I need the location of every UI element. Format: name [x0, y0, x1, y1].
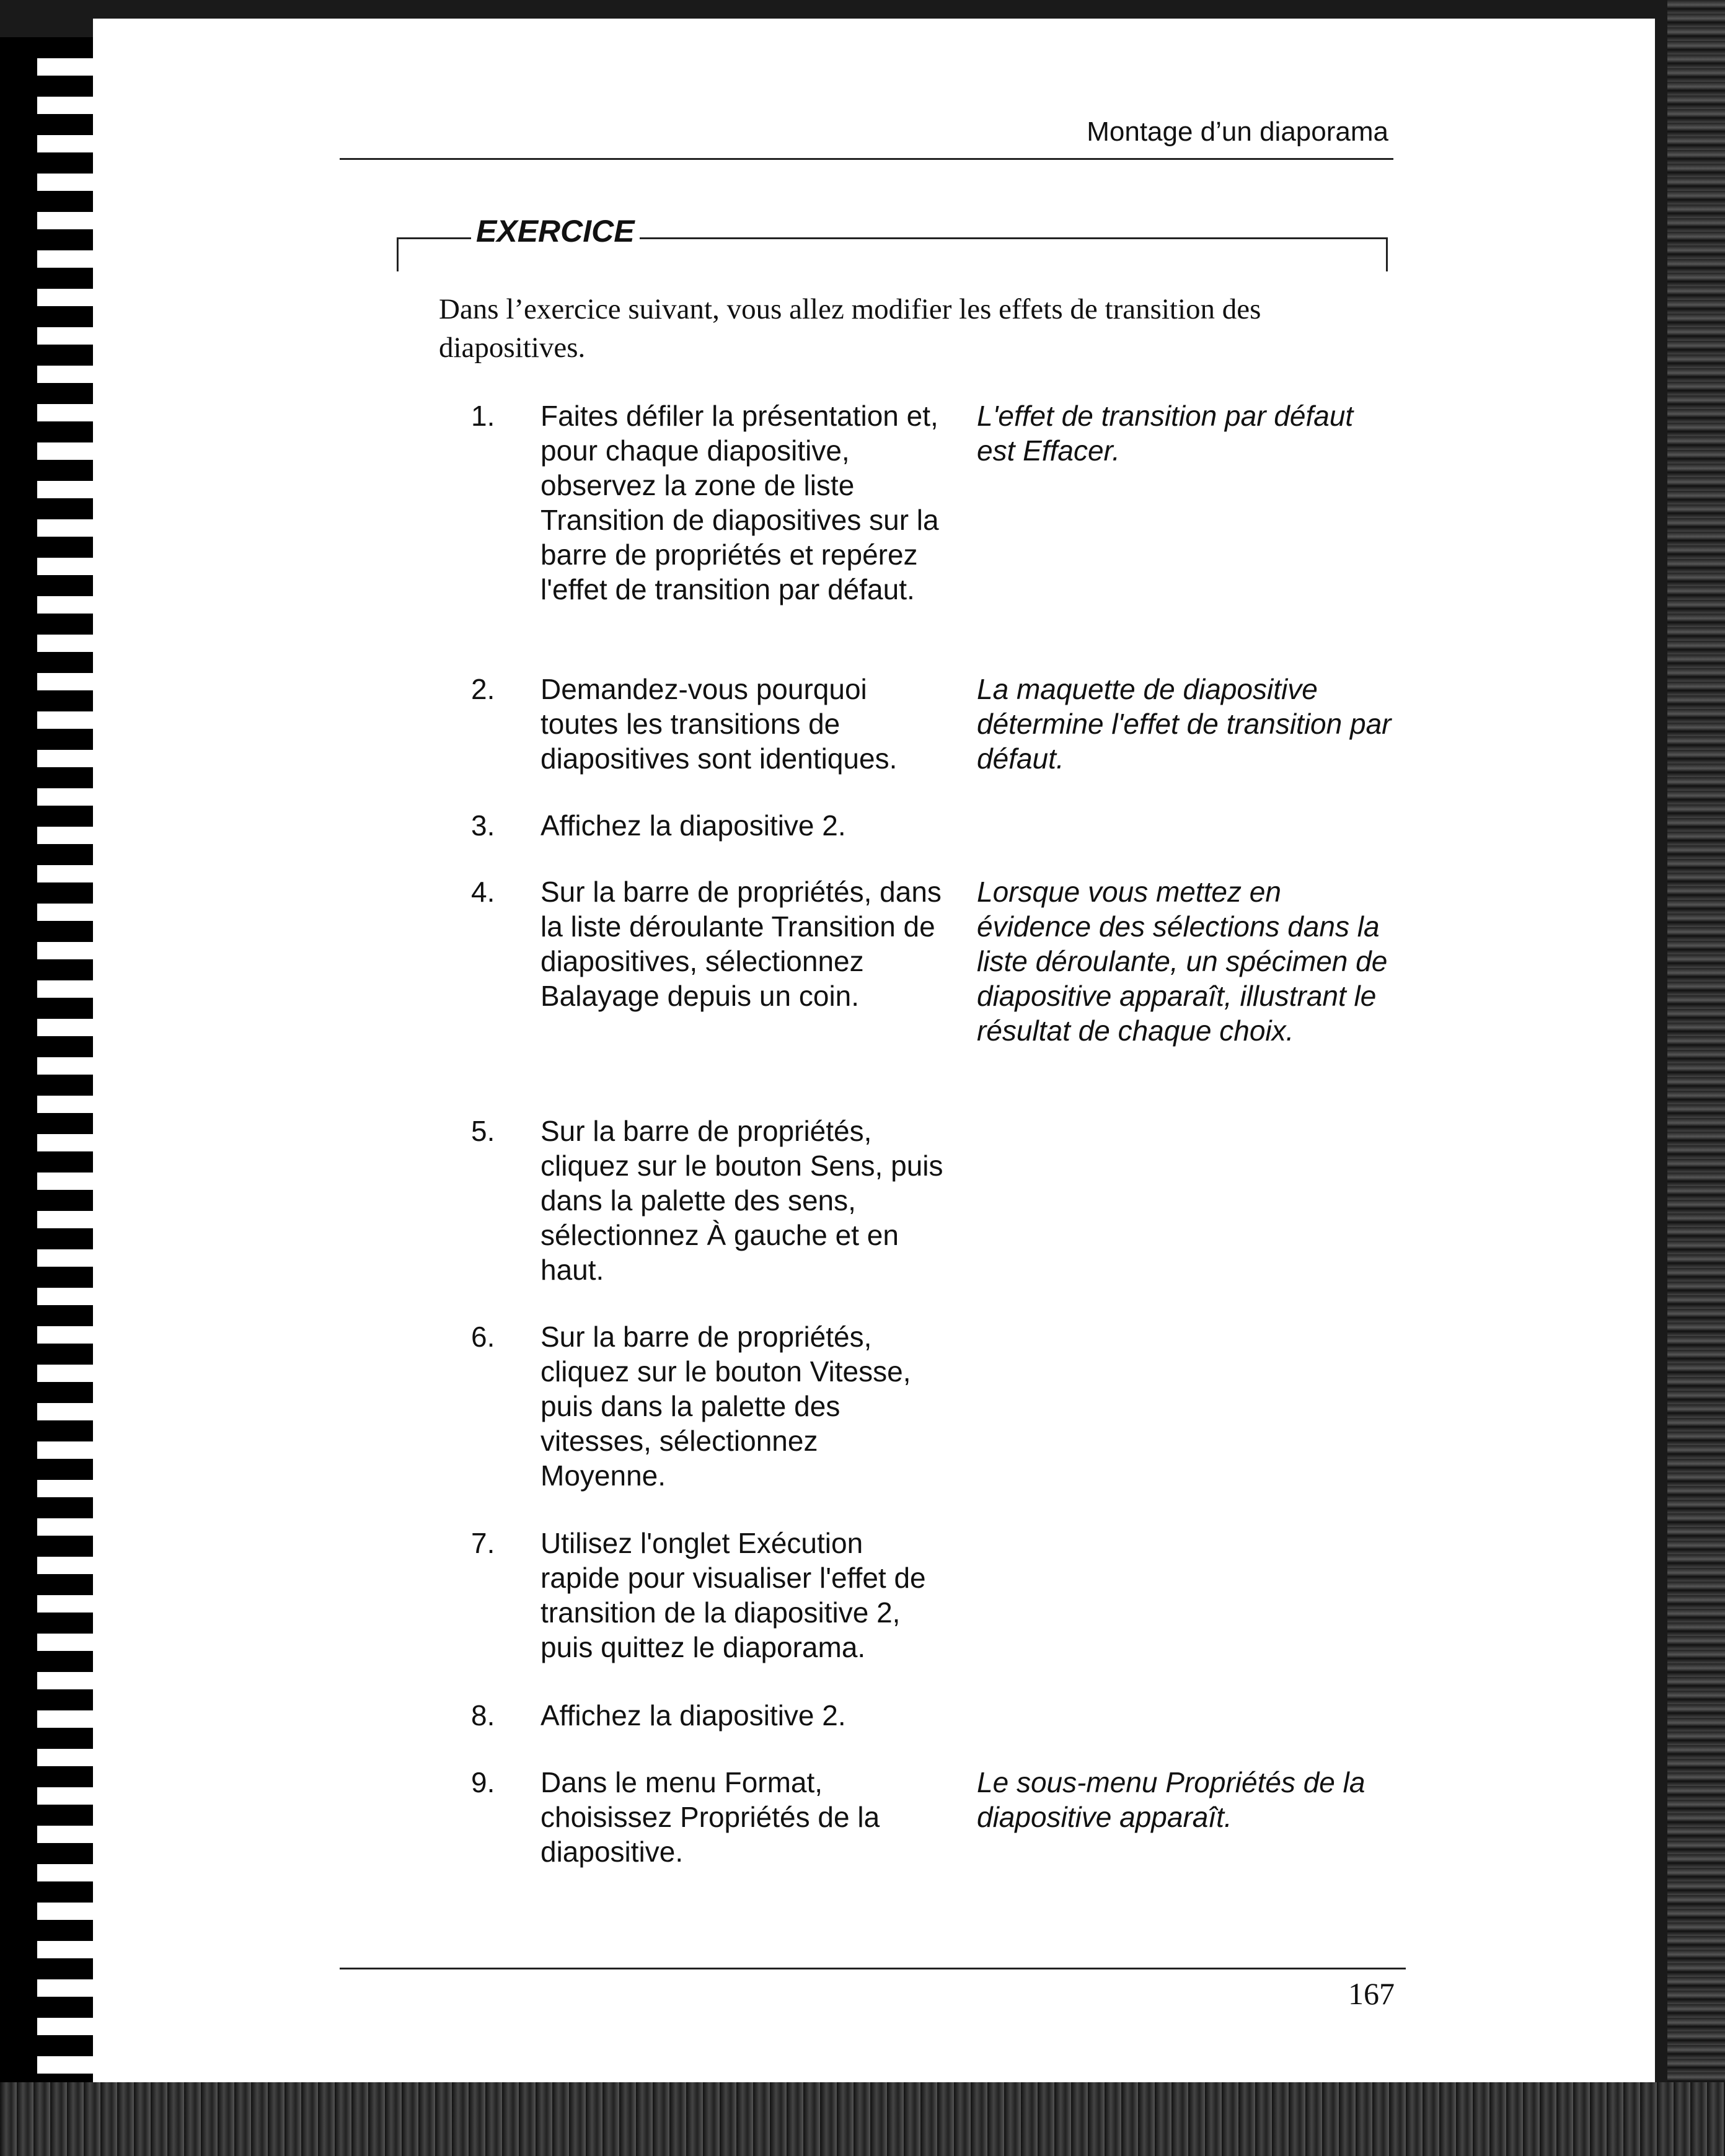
page-number: 167 — [1348, 1976, 1395, 2011]
footer-rule — [340, 1968, 1406, 1969]
step-instruction: Affichez la diapositive 2. — [540, 1699, 846, 1731]
step-note: La maquette de diapositive détermine l'effet de transition par défaut. — [977, 673, 1392, 775]
step-instruction: Demandez-vous pourquoi toutes les transitions de diapositives sont identiques. — [540, 673, 898, 775]
step-instruction: Faites défiler la présentation et, pour chaque diapositive, observez la zone de liste Transition de diapositives sur la barre de propriétés et repérez l'effet de transition par défaut. — [540, 400, 939, 605]
header-rule — [340, 158, 1393, 160]
spiral-binding — [0, 37, 105, 2082]
step-instruction: Affichez la diapositive 2. — [540, 809, 846, 842]
step-number: 1. — [471, 400, 495, 432]
step-note: Lorsque vous mettez en évidence des sélections dans la liste déroulante, un spécimen de diapositive apparaît, illustrant le résultat de chaque choix. — [977, 876, 1388, 1047]
step-number: 4. — [471, 876, 495, 908]
step-number: 2. — [471, 673, 495, 705]
step-instruction: Sur la barre de propriétés, dans la liste déroulante Transition de diapositives, sélectionnez Balayage depuis un coin. — [540, 876, 942, 1012]
step-instruction: Dans le menu Format, choisissez Propriétés de la diapositive. — [540, 1766, 880, 1868]
step-number: 8. — [471, 1699, 495, 1731]
step-instruction: Utilisez l'onglet Exécution rapide pour visualiser l'effet de transition de la diapositive 2, puis quittez le diaporama. — [540, 1527, 926, 1663]
step-instruction: Sur la barre de propriétés, cliquez sur le bouton Sens, puis dans la palette des sens, sélectionnez À gauche et en haut. — [540, 1115, 943, 1286]
step-number: 6. — [471, 1321, 495, 1353]
step-number: 7. — [471, 1527, 495, 1559]
exercise-title: EXERCICE — [471, 213, 640, 249]
step-number: 5. — [471, 1115, 495, 1147]
step-number: 9. — [471, 1766, 495, 1798]
step-number: 3. — [471, 809, 495, 842]
step-note: Le sous-menu Propriétés de la diapositive apparaît. — [977, 1766, 1365, 1833]
running-head: Montage d’un diaporama — [1087, 117, 1388, 147]
step-note: L'effet de transition par défaut est Effacer. — [977, 400, 1354, 467]
exercise-intro: Dans l’exercice suivant, vous allez modifier les effets de transition des diapositives. — [439, 293, 1261, 364]
step-instruction: Sur la barre de propriétés, cliquez sur le bouton Vitesse, puis dans la palette des vitesses, sélectionnez Moyenne. — [540, 1321, 911, 1492]
scan-edge-bottom — [0, 2082, 1725, 2156]
scan-edge-right — [1667, 0, 1725, 2156]
